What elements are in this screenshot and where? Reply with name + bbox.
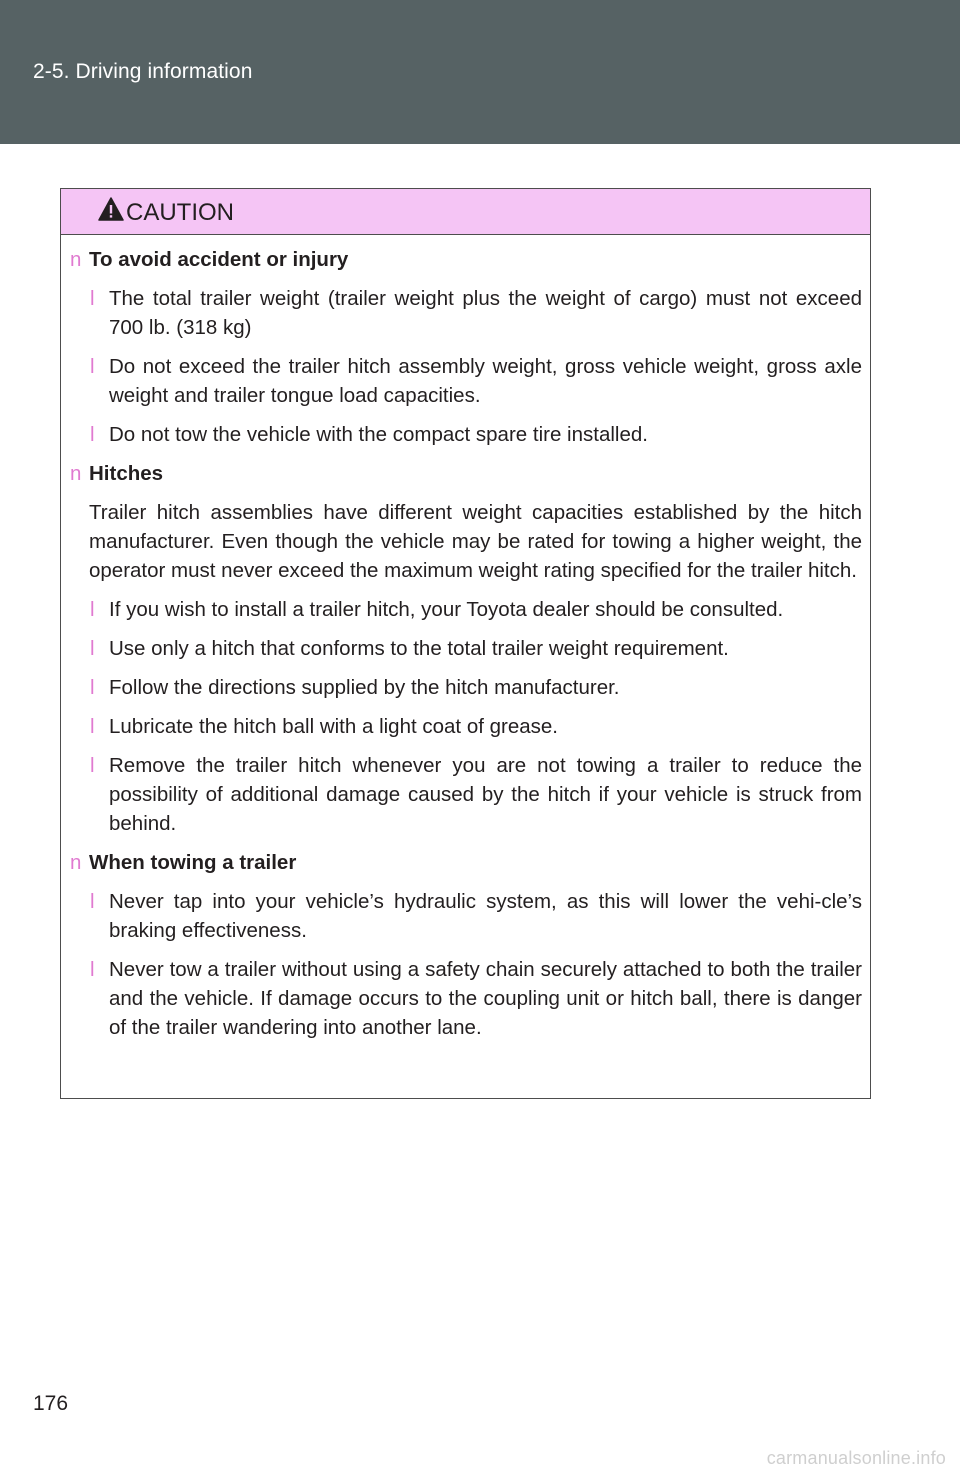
bullet-item bbox=[70, 712, 862, 741]
bullet-text: Lubricate the hitch ball with a light coat of grease. bbox=[109, 715, 558, 738]
bullet-item bbox=[70, 284, 862, 342]
caution-title: CAUTION bbox=[126, 199, 234, 226]
bullet-text: Follow the directions supplied by the hitch manufacturer. bbox=[109, 676, 620, 699]
bullet-marker-icon: l bbox=[90, 423, 95, 446]
caution-header bbox=[61, 189, 870, 235]
bullet-item bbox=[70, 673, 862, 702]
section-heading bbox=[70, 848, 862, 877]
bullet-text: Never tow a trailer without using a safety chain securely attached to both the trailer and the vehicle. If damage occurs to the coupling unit or hitch ball, there is danger of the trailer wandering into another lane. bbox=[109, 958, 862, 1039]
bullet-text: Use only a hitch that conforms to the total trailer weight requirement. bbox=[109, 637, 729, 660]
bullet-marker-icon: l bbox=[90, 715, 95, 738]
section-marker-icon: n bbox=[70, 462, 82, 485]
section-paragraph: Trailer hitch assemblies have different weight capacities established by the hitch manufacturer. Even though the vehicle may be rated for towing a higher weight, the operator must never exceed the maximum weight rating specified for the trailer hitch. bbox=[89, 501, 862, 582]
bullet-text: Remove the trailer hitch whenever you are not towing a trailer to reduce the possibility of additional damage caused by the hitch if your vehicle is struck from behind. bbox=[109, 754, 862, 835]
bullet-item bbox=[70, 887, 862, 945]
warning-icon bbox=[98, 197, 124, 221]
bullet-text: The total trailer weight (trailer weight plus the weight of cargo) must not exceed 700 lb. (318 kg) bbox=[109, 287, 862, 339]
section-heading bbox=[70, 459, 862, 488]
caution-box bbox=[60, 188, 871, 1099]
bullet-text: If you wish to install a trailer hitch, your Toyota dealer should be consulted. bbox=[109, 598, 784, 621]
section-heading-text: When towing a trailer bbox=[89, 851, 297, 874]
bullet-item bbox=[70, 352, 862, 410]
bullet-marker-icon: l bbox=[90, 598, 95, 621]
section-heading-text: To avoid accident or injury bbox=[89, 248, 349, 271]
section-heading bbox=[70, 245, 862, 274]
section-marker-icon: n bbox=[70, 248, 82, 271]
caution-content bbox=[70, 245, 862, 1052]
bullet-marker-icon: l bbox=[90, 355, 95, 378]
bullet-item bbox=[70, 420, 862, 449]
bullet-item bbox=[70, 595, 862, 624]
bullet-marker-icon: l bbox=[90, 958, 95, 981]
bullet-text: Do not tow the vehicle with the compact spare tire installed. bbox=[109, 423, 648, 446]
watermark: carmanualsonline.info bbox=[766, 1448, 946, 1468]
section-marker-icon: n bbox=[70, 851, 82, 874]
bullet-text: Do not exceed the trailer hitch assembly weight, gross vehicle weight, gross axle weight and trailer tongue load capacities. bbox=[109, 355, 862, 407]
section-title: 2-5. Driving information bbox=[33, 60, 253, 83]
bullet-marker-icon: l bbox=[90, 676, 95, 699]
bullet-item bbox=[70, 634, 862, 663]
bullet-marker-icon: l bbox=[90, 637, 95, 660]
bullet-item bbox=[70, 751, 862, 838]
bullet-item bbox=[70, 955, 862, 1042]
section-heading-text: Hitches bbox=[89, 462, 164, 485]
bullet-marker-icon: l bbox=[90, 287, 95, 310]
page-number: 176 bbox=[33, 1392, 69, 1415]
page-header bbox=[0, 0, 960, 144]
bullet-marker-icon: l bbox=[90, 890, 95, 913]
bullet-text: Never tap into your vehicle’s hydraulic system, as this will lower the vehi-cle’s braking effectiveness. bbox=[109, 890, 862, 942]
bullet-marker-icon: l bbox=[90, 754, 95, 777]
